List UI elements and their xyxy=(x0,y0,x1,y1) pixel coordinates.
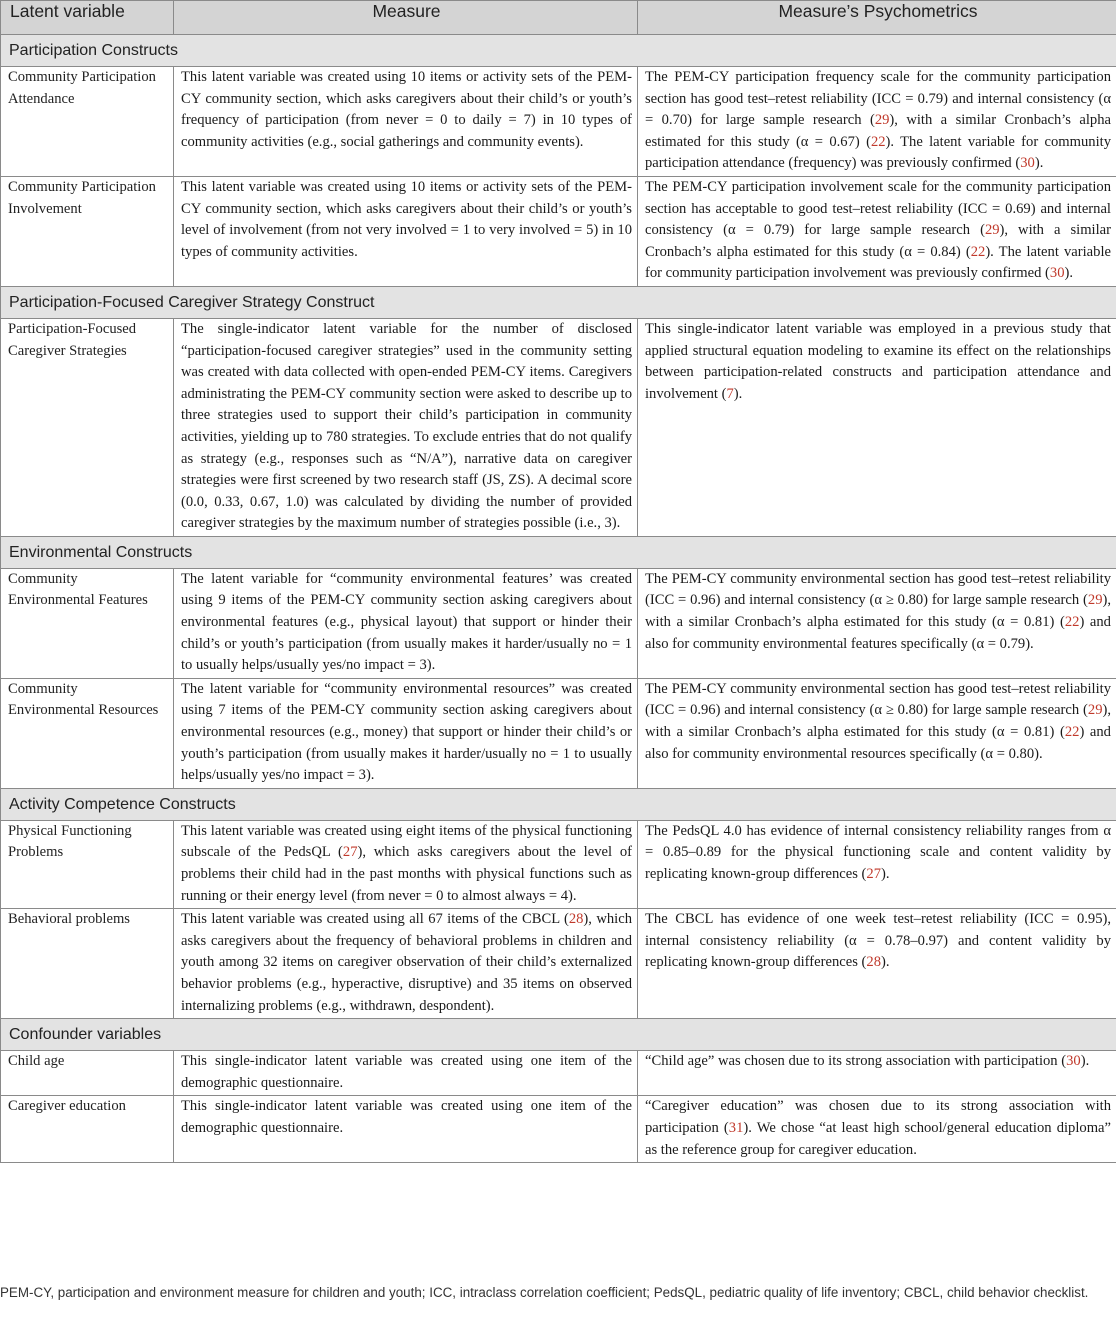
section-row xyxy=(1,1019,1116,1051)
latent-variable-cell: Community Participation Involvement xyxy=(1,176,174,286)
text-span: The PEM-CY participation involvement scale for the community participation section has acceptable to good test–retest reliability (ICC = 0.69) and internal consistency (α = 0.79) for large sample research ( xyxy=(645,178,1111,239)
measure-cell: The latent variable for “community environmental features’ was created using 9 items of the PEM-CY community section asking caregivers about environmental features (e.g., physical layout) that support or hinder their child’s or youth’s participation (from usually makes it harder/usually no = 1 to usually helps/usually yes/no impact = 3). xyxy=(174,568,638,678)
psychometrics-cell xyxy=(638,678,1116,788)
text-span: This latent variable was created using eight items of the physical functioning subscale of the PedsQL ( xyxy=(181,822,632,861)
psychometrics-cell xyxy=(638,176,1116,286)
section-row xyxy=(1,286,1116,318)
citation-link[interactable]: 27 xyxy=(342,844,358,861)
latent-variable-cell: Community Environmental Resources xyxy=(1,678,174,788)
header-measure: Measure xyxy=(174,1,638,35)
citation-link[interactable]: 30 xyxy=(1020,155,1035,172)
latent-variable-cell: Community Environmental Features xyxy=(1,568,174,678)
citation-link[interactable]: 30 xyxy=(1049,265,1065,282)
section-confounder: Confounder variables xyxy=(1,1019,1116,1051)
header-psychometrics: Measure’s Psychometrics xyxy=(638,1,1116,35)
citation-link[interactable]: 29 xyxy=(1087,702,1103,719)
measure-cell: The single-indicator latent variable for the number of disclosed “participation-focused caregiver strategies” used in the community setting was created with data collected with open-ended PEM-CY items. Caregivers administrating the PEM-CY community section were asked to describe up to three strategies used to support their child’s participation in community activities, yielding up to 780 strategies. To exclude entries that do not qualify as strategy (e.g., responses such as “N/A”), narrative data on caregiver strategies were first screened by two research staff (JS, ZS). A decimal score (0.0, 0.33, 0.67, 1.0) was calculated by dividing the number of provided caregiver strategies by the maximum number of strategies possible (i.e., 3). xyxy=(174,318,638,536)
psychometrics-cell xyxy=(638,909,1116,1019)
citation-link[interactable]: 29 xyxy=(984,222,1000,239)
measure-cell: This single-indicator latent variable was created using one item of the demographic questionnaire. xyxy=(174,1051,638,1096)
citation-link[interactable]: 22 xyxy=(1064,724,1080,741)
table-row xyxy=(1,1051,1116,1096)
latent-variable-cell: Behavioral problems xyxy=(1,909,174,1019)
text-span: The PEM-CY community environmental section has good test–retest reliability (ICC = 0.96) and internal consistency (α ≥ 0.80) for large sample research ( xyxy=(645,570,1111,609)
citation-link[interactable]: 31 xyxy=(728,1119,744,1136)
measure-cell xyxy=(174,820,638,908)
section-row xyxy=(1,788,1116,820)
psychometrics-cell xyxy=(638,1051,1116,1096)
measure-cell: The latent variable for “community environmental resources” was created using 7 items of the PEM-CY community section asking caregivers about environmental resources (e.g., money) that support or hinder their child’s or youth’s participation (from usually makes it harder/usually no = 1 to usually helps/usually yes/no impact = 3). xyxy=(174,678,638,788)
psychometrics-cell xyxy=(638,1096,1116,1163)
citation-link[interactable]: 28 xyxy=(568,911,584,928)
latent-variable-cell: Caregiver education xyxy=(1,1096,174,1163)
table-row xyxy=(1,1096,1116,1163)
citation-link[interactable]: 7 xyxy=(726,385,734,402)
text-span: ), with a similar Cronbach’s alpha estimated for this study (α = 0.81) ( xyxy=(645,702,1111,741)
citation-link[interactable]: 29 xyxy=(1087,592,1103,609)
text-span: ). xyxy=(881,954,890,971)
text-span: This latent variable was created using all 67 items of the CBCL ( xyxy=(181,911,569,928)
latent-variable-cell: Community Participation Attendance xyxy=(1,67,174,177)
psychometrics-cell xyxy=(638,318,1116,536)
section-strategy: Participation-Focused Caregiver Strategy Construct xyxy=(1,286,1116,318)
latent-variable-cell: Child age xyxy=(1,1051,174,1096)
text-span: The PEM-CY participation frequency scale for the community participation section has good test–retest reliability (ICC = 0.79) and internal consistency (α = 0.70) for large sample research ( xyxy=(645,69,1111,129)
table-row xyxy=(1,678,1116,788)
psychometrics-cell xyxy=(638,820,1116,908)
text-span: ). xyxy=(1064,265,1073,282)
citation-link[interactable]: 29 xyxy=(874,112,890,129)
citation-link[interactable]: 28 xyxy=(866,954,881,971)
measure-cell xyxy=(174,909,638,1019)
text-span: ). xyxy=(733,385,743,402)
text-span: ). The latent variable for community participation involvement was previously confirmed ( xyxy=(645,243,1111,282)
psychometrics-cell xyxy=(638,568,1116,678)
text-span: ), with a similar Cronbach’s alpha estimated for this study (α = 0.81) ( xyxy=(645,592,1111,631)
text-span: ). xyxy=(1034,155,1044,172)
table-footnote: PEM-CY, participation and environment measure for children and youth; ICC, intraclass correlation coefficient; PedsQL, pediatric quality of life inventory; CBCL, child behavior checklist. xyxy=(0,1285,1089,1300)
measure-cell: This single-indicator latent variable was created using one item of the demographic questionnaire. xyxy=(174,1096,638,1163)
header-row xyxy=(1,1,1116,35)
table-row xyxy=(1,568,1116,678)
latent-variable-cell: Participation-Focused Caregiver Strategies xyxy=(1,318,174,536)
text-span: ), with a similar Cronbach’s alpha estimated for this study (α = 0.84) ( xyxy=(645,222,1111,260)
text-span: ) and also for community environmental features specifically (α = 0.79). xyxy=(645,614,1111,652)
section-environmental: Environmental Constructs xyxy=(1,536,1116,568)
psychometrics-cell xyxy=(638,67,1116,177)
text-span: This single-indicator latent variable was employed in a previous study that applied structural equation modeling to examine its effect on the relationships between participation-related constructs and participation attendance and involvement ( xyxy=(645,320,1111,402)
table-row xyxy=(1,176,1116,286)
text-span: ). We chose “at least high school/general education diploma” as the reference group for caregiver education. xyxy=(645,1119,1112,1158)
text-span: ). xyxy=(881,866,890,882)
citation-link[interactable]: 22 xyxy=(970,243,986,260)
text-span: The CBCL has evidence of one week test–retest reliability (ICC = 0.95), internal consistency reliability (α = 0.78–0.97) and content validity by replicating known-group differences ( xyxy=(645,911,1111,971)
table-row xyxy=(1,67,1116,177)
header-latent-variable: Latent variable xyxy=(1,1,174,35)
table-row xyxy=(1,820,1116,908)
section-row xyxy=(1,536,1116,568)
text-span: “Child age” was chosen due to its strong association with participation ( xyxy=(645,1053,1067,1070)
text-span: ), which asks caregivers about the frequency of behavioral problems in children and youth among 32 items on caregiver observation of their child’s externalized behavior problems (e.g., hyperactive, disruptive) and 35 items on observed internalizing problems (e.g., withdrawn, despondent). xyxy=(181,911,632,1014)
text-span: The PEM-CY community environmental section has good test–retest reliability (ICC = 0.96) and internal consistency (α ≥ 0.80) for large sample research ( xyxy=(645,680,1111,719)
text-span: ), with a similar Cronbach’s alpha estimated for this study (α = 0.67) ( xyxy=(645,112,1111,150)
measure-cell: This latent variable was created using 10 items or activity sets of the PEM-CY community section, which asks caregivers about their child’s or youth’s frequency of participation (from never = 0 to daily = 7) in 10 types of community activities (e.g., social gatherings and community events). xyxy=(174,67,638,177)
text-span: “Caregiver education” was chosen due to its strong association with participation ( xyxy=(645,1098,1111,1136)
measure-cell: This latent variable was created using 10 items or activity sets of the PEM-CY community section, which asks caregivers about their child’s or youth’s level of involvement (from not very involved = 1 to very involved = 5) in 10 types of community activities. xyxy=(174,176,638,286)
table-row xyxy=(1,909,1116,1019)
text-span: ). The latent variable for community participation attendance (frequency) was previously confirmed ( xyxy=(645,133,1111,172)
section-row xyxy=(1,35,1116,67)
citation-link[interactable]: 27 xyxy=(866,866,881,882)
section-participation: Participation Constructs xyxy=(1,35,1116,67)
citation-link[interactable]: 22 xyxy=(870,133,886,150)
latent-variable-cell: Physical Functioning Problems xyxy=(1,820,174,908)
text-span: ). xyxy=(1080,1053,1090,1070)
citation-link[interactable]: 30 xyxy=(1066,1053,1081,1070)
citation-link[interactable]: 22 xyxy=(1064,614,1080,631)
section-competence: Activity Competence Constructs xyxy=(1,788,1116,820)
text-span: ), which asks caregivers about the level of problems their child had in the past months with physical functions such as running or their energy level (from never = 0 to almost always = 4). xyxy=(181,844,632,904)
text-span: ) and also for community environmental resources specifically (α = 0.80). xyxy=(645,724,1111,762)
table-row xyxy=(1,318,1116,536)
text-span: The PedsQL 4.0 has evidence of internal consistency reliability ranges from α = 0.85–0.89 for the physical functioning scale and content validity by replicating known-group differences ( xyxy=(645,822,1111,882)
